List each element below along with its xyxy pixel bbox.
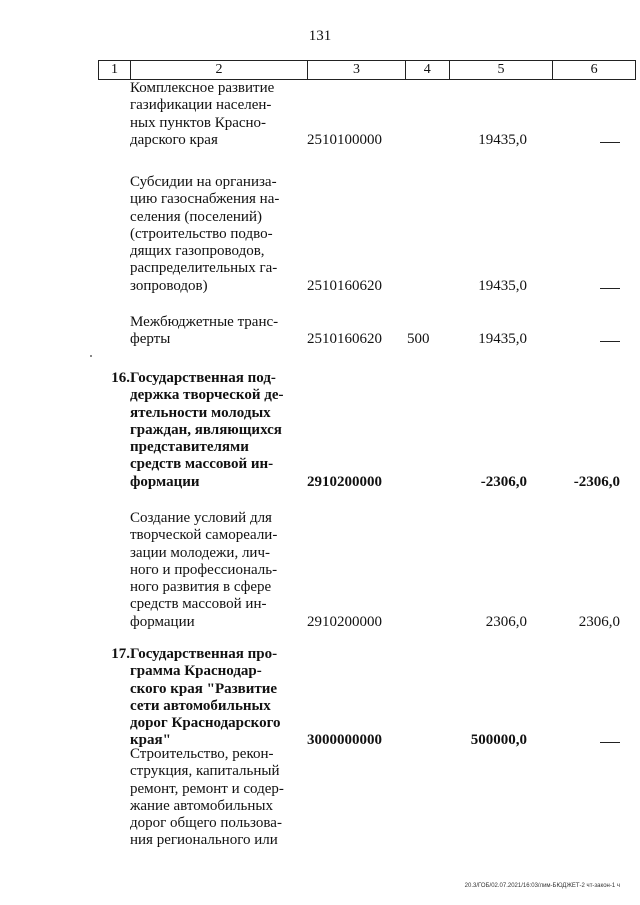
description-line: ятельности молодых [130, 404, 271, 421]
target-code: 2910200000 [307, 474, 382, 490]
target-code: 2510160620 [307, 278, 382, 294]
amount-2021: 19435,0 [478, 331, 527, 347]
target-code: 3000000000 [307, 732, 382, 748]
item-number: 16. [111, 370, 130, 386]
description-line: ного развития в сфере [130, 579, 272, 596]
amount-2022: -2306,0 [573, 474, 620, 490]
description-line: струкция, капитальный [130, 763, 280, 780]
amount-2021: 19435,0 [478, 278, 527, 294]
amount-2021: 2306,0 [485, 614, 527, 630]
document-footer-code: 20.3/ГОБ/02.07.2021/16:03/лим-БЮДЖЕТ-2 чт-закон-1 ч [464, 883, 620, 889]
page-number: 131 [308, 28, 332, 44]
amount-2022: 2306,0 [578, 614, 620, 630]
row-description [130, 510, 291, 631]
description-line: держка творческой де- [130, 387, 284, 404]
description-line: ремонт, ремонт и содер- [130, 780, 284, 797]
description-line: (строительство подво- [130, 225, 273, 242]
row-description [130, 314, 291, 349]
empty-amount-dash [600, 742, 620, 743]
empty-amount-dash [600, 341, 620, 342]
scan-speck [90, 355, 92, 357]
item-number: 17. [111, 646, 130, 662]
description-line: дорог Краснодарского [130, 715, 281, 732]
row-description [130, 174, 291, 295]
description-line: средств массовой ин- [130, 596, 267, 613]
expense-type-code: 500 [407, 331, 430, 347]
amount-2021: -2306,0 [480, 474, 527, 490]
amount-2021: 19435,0 [478, 132, 527, 148]
description-line: распределительных га- [130, 260, 278, 277]
target-code: 2510160620 [307, 331, 382, 347]
description-line: Комплексное развитие [130, 80, 275, 96]
row-description [130, 80, 291, 149]
header-cell-5: 5 [450, 61, 554, 79]
row-description [130, 746, 291, 850]
amount-2021: 500000,0 [470, 732, 527, 748]
description-line: ния регионального или [130, 832, 278, 849]
description-line: формации [130, 473, 200, 490]
description-line: селения (поселений) [130, 208, 262, 225]
description-line: представителями [130, 439, 249, 456]
description-line: ферты [130, 331, 171, 348]
target-code: 2510100000 [307, 132, 382, 148]
description-line: края" [130, 732, 171, 749]
description-line: Субсидии на организа- [130, 174, 277, 190]
description-line: дорог общего пользова- [130, 815, 282, 832]
description-line: ского края "Развитие [130, 680, 278, 697]
description-line: ного и профессиональ- [130, 561, 278, 578]
row-description [130, 646, 291, 750]
header-cell-4: 4 [406, 61, 450, 79]
description-line: Межбюджетные транс- [130, 314, 279, 330]
description-line: цию газоснабжения на- [130, 191, 280, 208]
empty-amount-dash [600, 142, 620, 143]
description-line: зопроводов) [130, 277, 208, 294]
description-line: сети автомобильных [130, 697, 271, 714]
target-code: 2910200000 [307, 614, 382, 630]
description-line: жание автомобильных [130, 797, 274, 814]
description-line: грамма Краснодар- [130, 663, 262, 680]
description-line: творческой самореали- [130, 527, 278, 544]
description-line: Строительство, рекон- [130, 746, 274, 762]
description-line: ных пунктов Красно- [130, 114, 267, 131]
description-line: средств массовой ин- [130, 456, 274, 473]
description-line: зации молодежи, лич- [130, 544, 270, 561]
description-line: формации [130, 613, 195, 630]
description-line: газификации населен- [130, 97, 272, 114]
description-line: граждан, являющихся [130, 421, 282, 438]
header-cell-1: 1 [99, 61, 131, 79]
header-cell-6: 6 [590, 62, 598, 77]
table-header-row [98, 60, 636, 80]
description-line: дящих газопроводов, [130, 243, 265, 260]
description-line: дарского края [130, 131, 218, 148]
empty-amount-dash [600, 288, 620, 289]
description-line: Государственная про- [130, 646, 278, 662]
description-line: Создание условий для [130, 510, 272, 526]
row-description [130, 370, 291, 491]
description-line: Государственная под- [130, 370, 276, 386]
header-cell-3: 3 [308, 61, 406, 79]
header-cell-2: 2 [131, 61, 308, 79]
